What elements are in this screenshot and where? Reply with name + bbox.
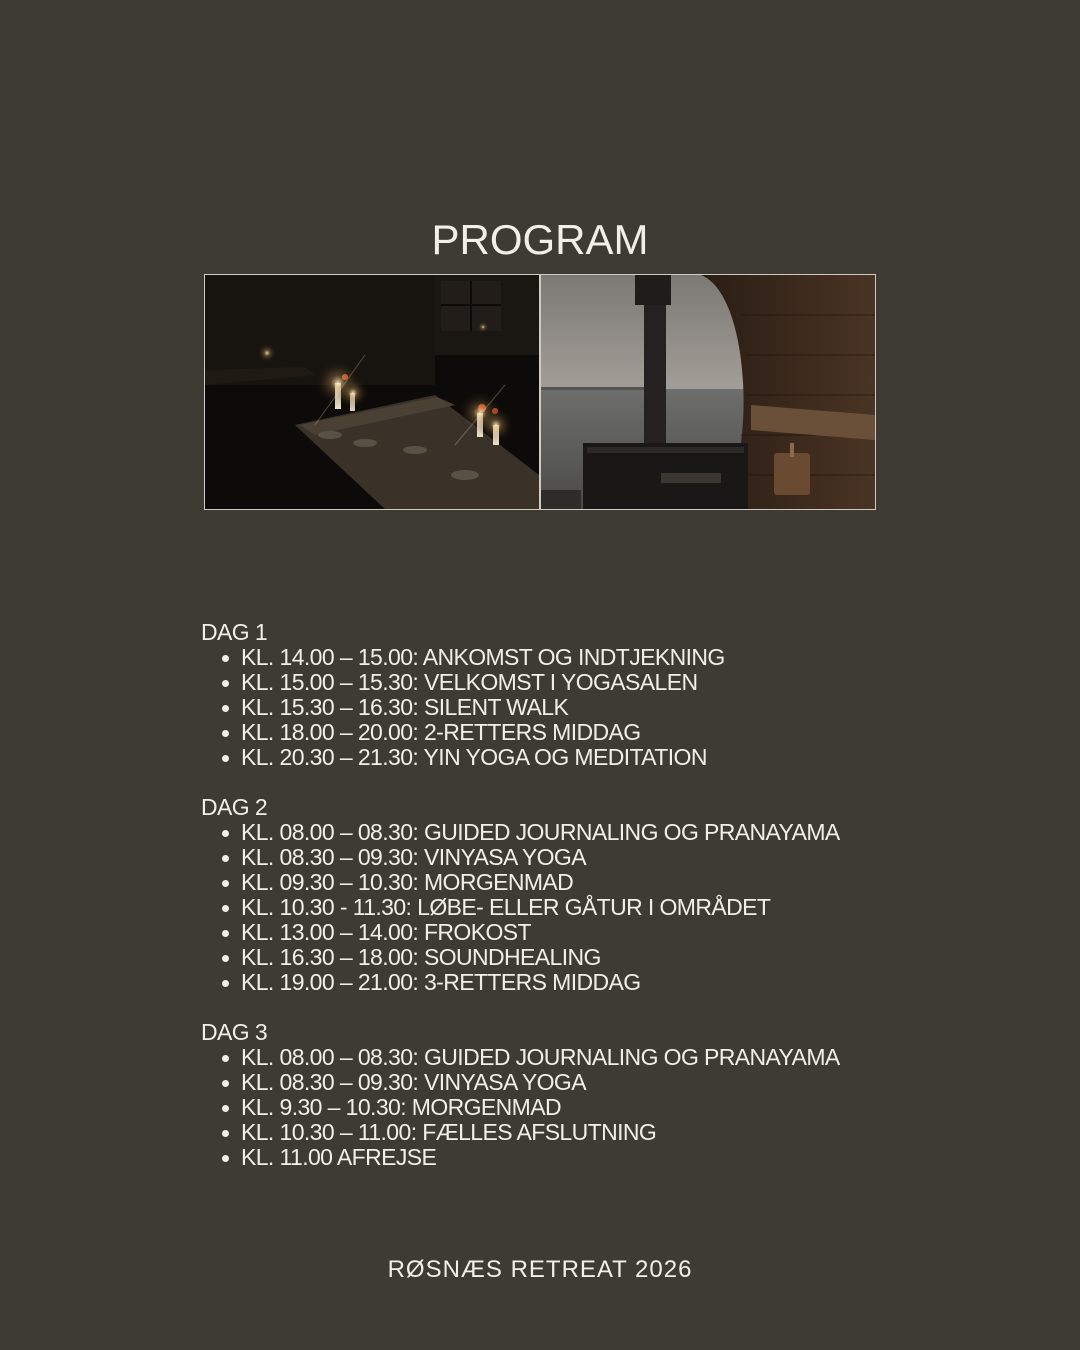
list-item: KL. 10.30 – 11.00: FÆLLES AFSLUTNING bbox=[241, 1120, 961, 1145]
day-title: DAG 1 bbox=[201, 619, 268, 645]
list-item: KL. 15.00 – 15.30: VELKOMST I YOGASALEN bbox=[241, 670, 961, 695]
list-item: KL. 08.00 – 08.30: GUIDED JOURNALING OG PRANAYAMA bbox=[241, 1045, 961, 1070]
day-3-items bbox=[201, 1045, 961, 1170]
day-title: DAG 3 bbox=[201, 1019, 268, 1045]
footer-retreat-name: RØSNÆS RETREAT 2026 bbox=[387, 1256, 693, 1283]
list-item: KL. 11.00 AFREJSE bbox=[241, 1145, 961, 1170]
list-item: KL. 18.00 – 20.00: 2-RETTERS MIDDAG bbox=[241, 720, 961, 745]
list-item: KL. 08.30 – 09.30: VINYASA YOGA bbox=[241, 1070, 961, 1095]
day-3 bbox=[201, 1020, 961, 1170]
day-1-items bbox=[201, 645, 961, 770]
dinner-table-image bbox=[205, 275, 539, 509]
list-item: KL. 09.30 – 10.30: MORGENMAD bbox=[241, 870, 961, 895]
sauna-view-image bbox=[541, 275, 875, 509]
list-item: KL. 08.00 – 08.30: GUIDED JOURNALING OG PRANAYAMA bbox=[241, 820, 961, 845]
program-schedule bbox=[201, 620, 961, 1195]
list-item: KL. 19.00 – 21.00: 3-RETTERS MIDDAG bbox=[241, 970, 961, 995]
day-title: DAG 2 bbox=[201, 794, 268, 820]
list-item: KL. 13.00 – 14.00: FROKOST bbox=[241, 920, 961, 945]
day-2-items bbox=[201, 820, 961, 995]
day-1 bbox=[201, 620, 961, 770]
photo-sauna-view bbox=[541, 275, 875, 509]
day-2 bbox=[201, 795, 961, 995]
page-title: PROGRAM bbox=[431, 216, 649, 264]
list-item: KL. 16.30 – 18.00: SOUNDHEALING bbox=[241, 945, 961, 970]
list-item: KL. 14.00 – 15.00: ANKOMST OG INDTJEKNING bbox=[241, 645, 961, 670]
list-item: KL. 15.30 – 16.30: SILENT WALK bbox=[241, 695, 961, 720]
photo-dinner-table bbox=[205, 275, 539, 509]
list-item: KL. 20.30 – 21.30: YIN YOGA OG MEDITATION bbox=[241, 745, 961, 770]
list-item: KL. 10.30 - 11.30: LØBE- ELLER GÅTUR I OMRÅDET bbox=[241, 895, 961, 920]
photo-strip bbox=[204, 274, 876, 510]
list-item: KL. 08.30 – 09.30: VINYASA YOGA bbox=[241, 845, 961, 870]
list-item: KL. 9.30 – 10.30: MORGENMAD bbox=[241, 1095, 961, 1120]
